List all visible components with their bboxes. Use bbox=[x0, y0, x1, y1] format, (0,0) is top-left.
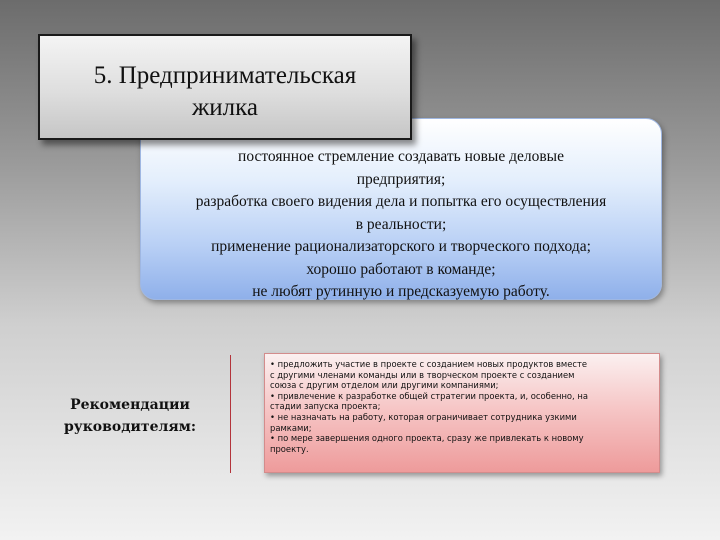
recommendation-line: союза с другим отделом или другими компаниями; bbox=[270, 380, 499, 391]
page-title-line: 5. Предпринимательская bbox=[93, 62, 357, 89]
traits-line: хорошо работают в команде; bbox=[306, 260, 496, 278]
recommendation-line: с другими членами команды или в творческом проекте с созданием bbox=[270, 369, 575, 380]
divider-line bbox=[230, 355, 231, 473]
traits-line: не любят рутинную и предсказуемую работу. bbox=[252, 283, 550, 300]
traits-line: в реальности; bbox=[355, 215, 447, 233]
recommendations-label-line: руководителям: bbox=[63, 419, 197, 435]
recommendation-line: стадии запуска проекта; bbox=[270, 401, 381, 412]
recommendations-label-line: Рекомендации bbox=[70, 397, 190, 413]
page-title-line: жилка bbox=[192, 94, 258, 121]
recommendations-list bbox=[270, 359, 656, 454]
traits-text bbox=[150, 146, 652, 304]
recommendation-line: рамками; bbox=[270, 422, 312, 433]
traits-line: разработка своего видения дела и попытка его осуществления bbox=[195, 193, 607, 210]
recommendation-line: проекту. bbox=[270, 443, 309, 454]
page-title bbox=[40, 60, 410, 124]
traits-line: применение рационализаторского и творческого подхода; bbox=[211, 238, 591, 255]
recommendations-label bbox=[50, 394, 210, 438]
recommendation-line: • по мере завершения одного проекта, сразу же привлекать к новому bbox=[270, 433, 584, 444]
recommendation-line: • привлечение к разработке общей стратегии проекта, и, особенно, на bbox=[270, 390, 588, 401]
traits-line: постоянное стремление создавать новые деловые bbox=[238, 148, 564, 165]
recommendation-line: • не назначать на работу, которая ограничивает сотрудника узкими bbox=[270, 411, 577, 422]
traits-line: предприятия; bbox=[356, 170, 446, 188]
recommendation-line: • предложить участие в проекте с созданием новых продуктов вместе bbox=[270, 359, 588, 369]
